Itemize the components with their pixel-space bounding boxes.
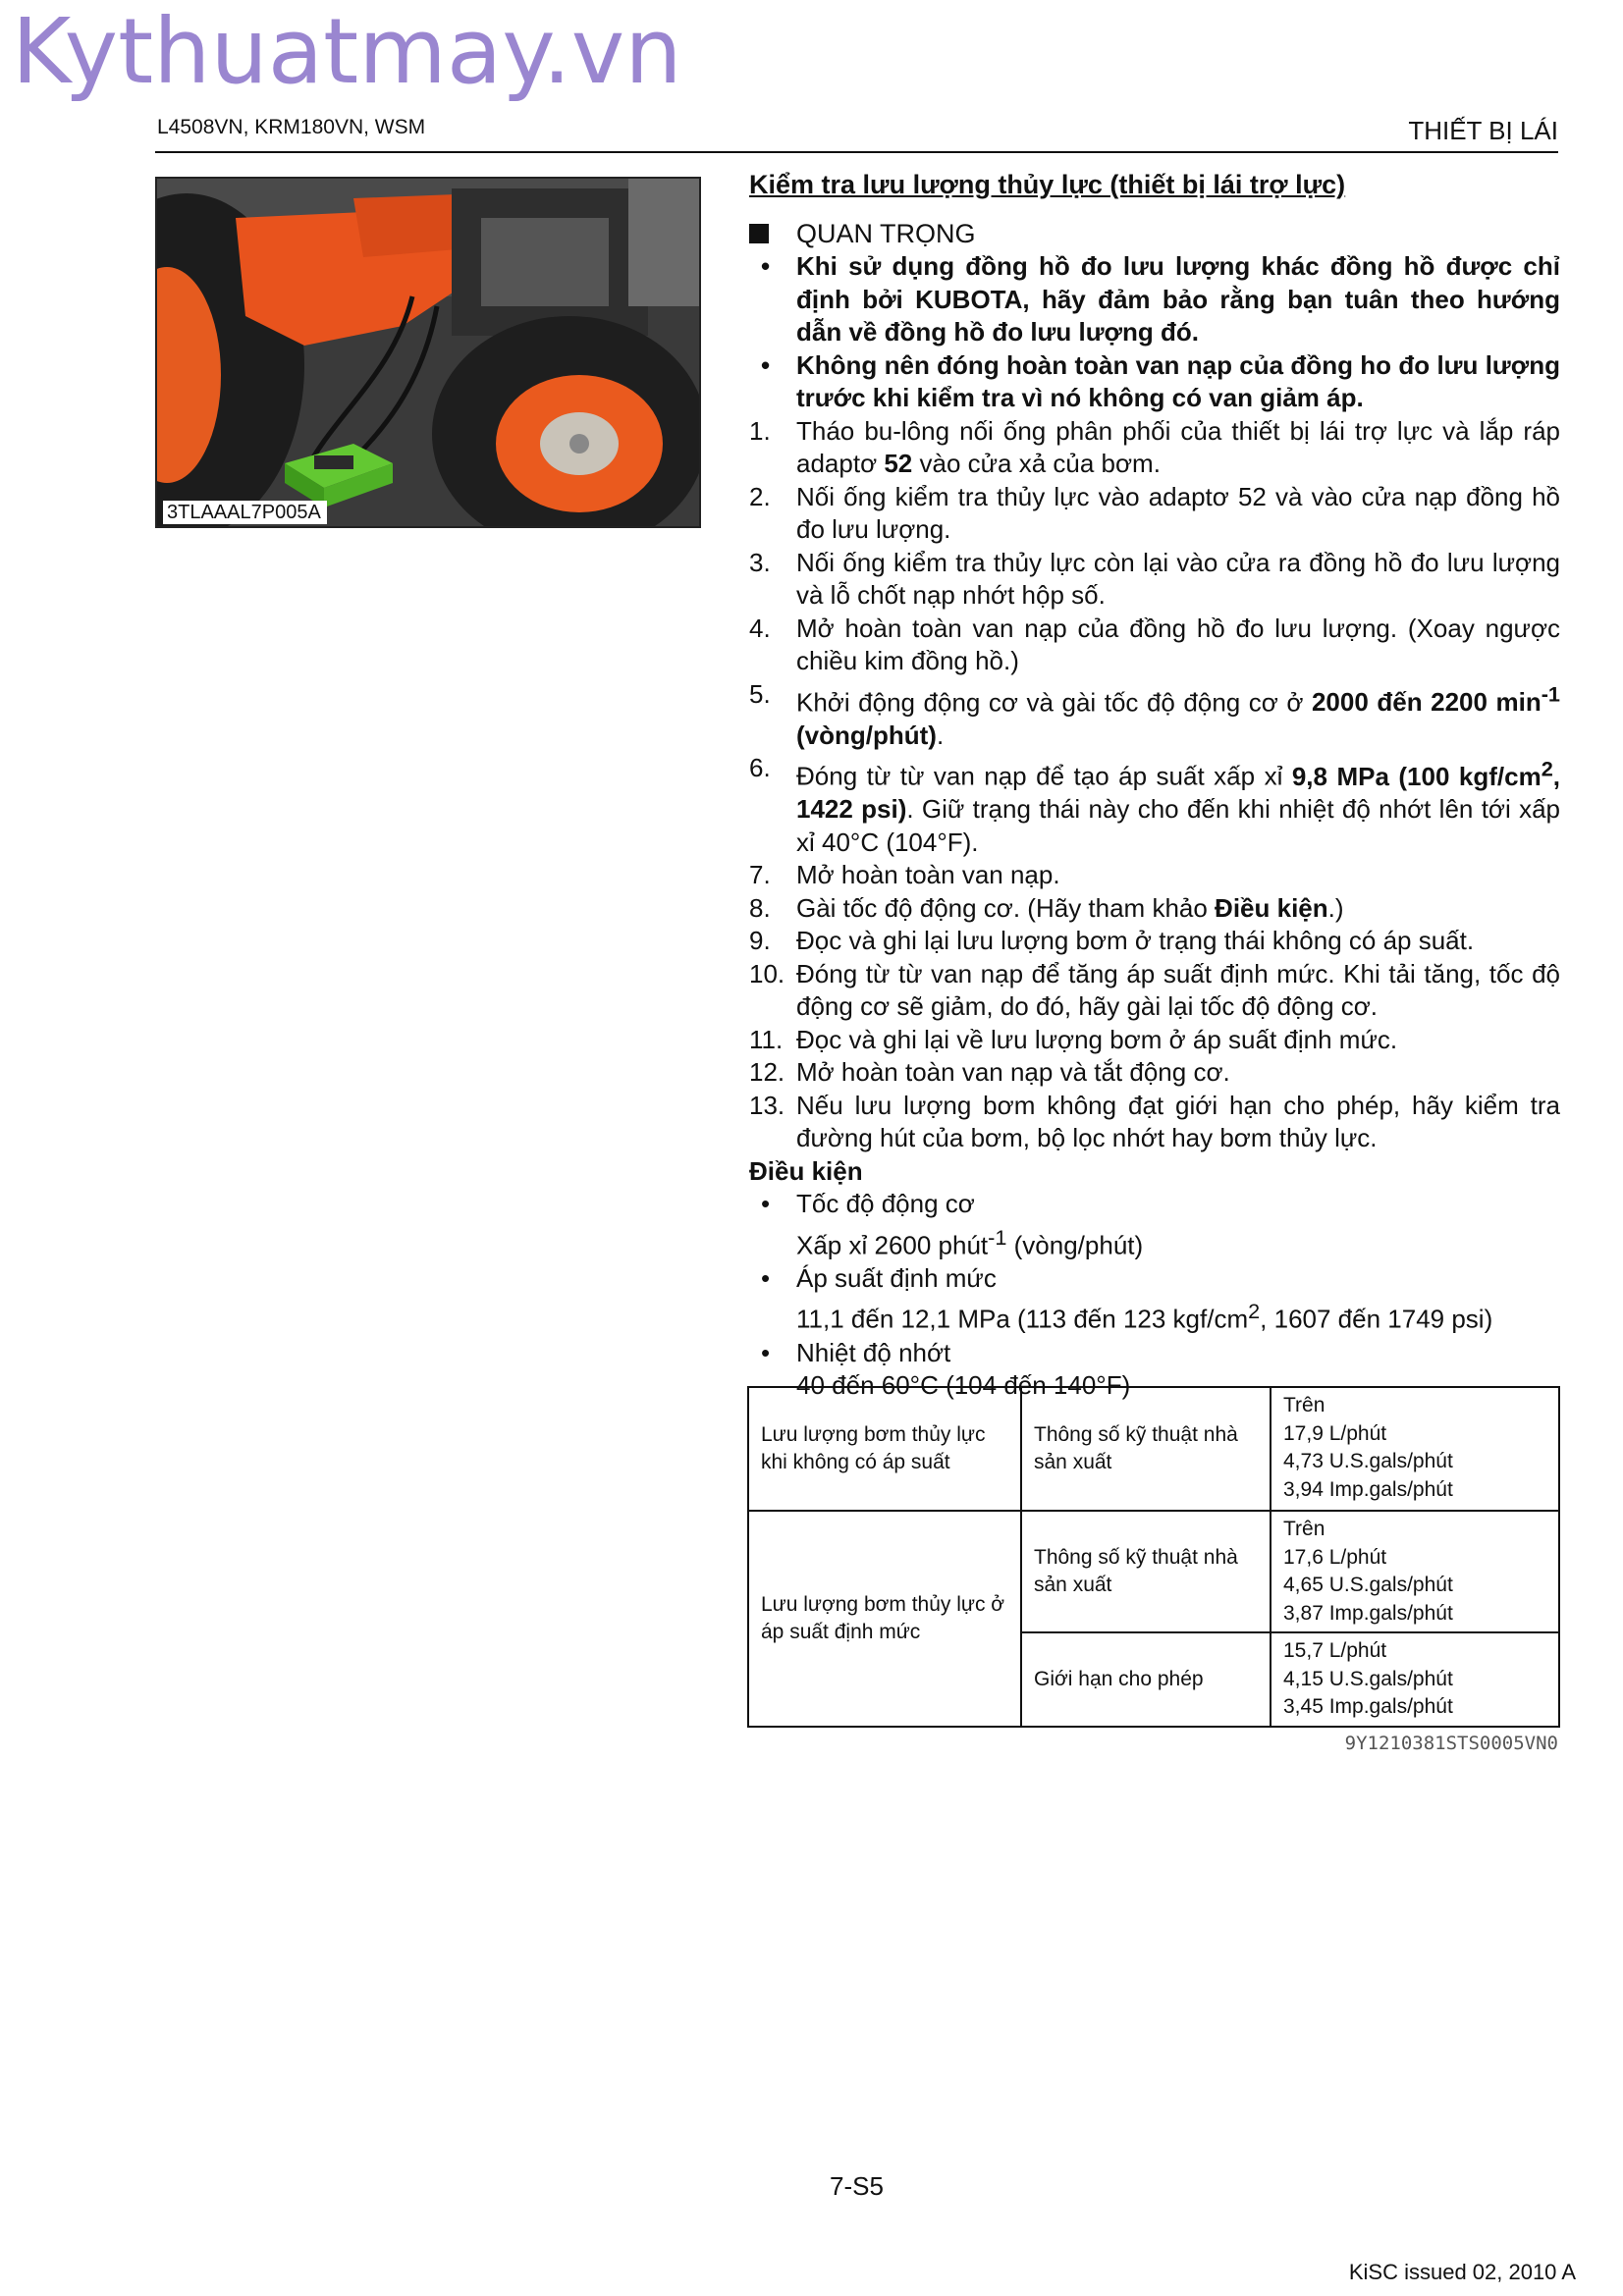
step-1: 1. Tháo bu-lông nối ống phân phối của thiết bị lái trợ lực và lắp ráp adaptơ 52 vào cửa xả của bơm. [749,415,1560,478]
spec-type: Thông số kỹ thuật nhà sản xuất [1021,1387,1271,1511]
table-row [748,1511,1559,1632]
bullet-icon: • [761,349,771,380]
condition-engine-speed-value: Xấp xỉ 2600 phút$^{-1}$ (vòng/phút) [796,1224,1144,1260]
step-10: 10. Đóng từ từ van nạp để tăng áp suất định mức. Khi tải tăng, tốc độ động cơ sẽ giảm, do đó, hãy gài lại tốc độ động cơ. [749,958,1560,1022]
step-8: 8. Gài tốc độ động cơ. (Hãy tham khảo Điều kiện.) [749,892,1344,923]
header-model: L4508VN, KRM180VN, WSM [157,116,426,138]
spec-type: Thông số kỹ thuật nhà sản xuất [1021,1511,1271,1632]
photo-caption: 3TLAAAL7P005A [163,501,327,524]
tractor-photo-illustration [157,179,699,526]
spec-values: Trên 17,6 L/phút 4,65 U.S.gals/phút 3,87 Imp.gals/phút [1271,1511,1559,1632]
step-5: 5. Khởi động động cơ và gài tốc độ động cơ ở 2000 đến 2200 $\min^{-1}$ (vòng/phút). [749,678,1560,750]
step-3: 3. Nối ống kiểm tra thủy lực còn lại vào cửa ra đồng hồ đo lưu lượng và lỗ chốt nạp nhớt hộp số. [749,547,1560,610]
issue-note: KiSC issued 02, 2010 A [1348,2260,1576,2284]
spec-values: Trên 17,9 L/phút 4,73 U.S.gals/phút 3,94 Imp.gals/phút [1271,1387,1559,1511]
condition-oil-temp: • Nhiệt độ nhớt [749,1337,1560,1370]
bullet-icon: • [761,1337,771,1367]
spec-table [747,1386,1560,1728]
spec-type: Giới hạn cho phép [1021,1632,1271,1727]
page-number: 7-S5 [830,2171,884,2201]
important-heading [749,218,1560,251]
step-4: 4. Mở hoàn toàn van nạp của đồng hồ đo lưu lượng. (Xoay ngược chiều kim đồng hồ.) [749,613,1560,675]
important-label: QUAN TRỌNG [796,218,976,248]
header-divider [155,151,1558,153]
square-bullet-icon [749,224,769,243]
bullet-icon: • [761,251,771,281]
step-11: 11. Đọc và ghi lại về lưu lượng bơm ở áp suất định mức. [749,1024,1398,1054]
bullet-icon: • [761,1262,771,1293]
step-6: 6. Đóng từ từ van nạp để tạo áp suất xấp xỉ 9,8 MPa (100 kgf/$cm^2$, 1422 psi). Giữ trạng thái này cho đến khi nhiệt độ nhớt lên tới xấp xỉ 40°C (104°F). [749,753,1560,857]
conditions-heading: Điều kiện [749,1155,863,1186]
content-column [749,169,1560,1403]
step-12: 12. Mở hoàn toàn van nạp và tắt động cơ. [749,1057,1230,1088]
spec-item: Lưu lượng bơm thủy lực ở áp suất định mức [748,1511,1021,1727]
condition-rated-pressure: • Áp suất định mức [749,1262,1560,1296]
spec-item: Lưu lượng bơm thủy lực khi không có áp suất [748,1387,1021,1511]
step-2: 2. Nối ống kiểm tra thủy lực vào adaptơ 52 và vào cửa nạp đồng hồ đo lưu lượng. [749,481,1560,544]
table-row [748,1387,1559,1511]
important-item: • Không nên đóng hoàn toàn van nạp của đồng ho đo lưu lượng trước khi kiểm tra vì nó không có van giảm áp. [749,349,1560,415]
watermark-logo: Kythuatmay.vn [12,0,682,104]
step-13: 13. Nếu lưu lượng bơm không đạt giới hạn cho phép, hãy kiểm tra đường hút của bơm, bộ lọc nhớt hay bơm thủy lực. [749,1090,1560,1153]
important-item: • Khi sử dụng đồng hồ đo lưu lượng khác đồng hồ được chỉ định bởi KUBOTA, hãy đảm bảo rằng bạn tuân theo hướng dẫn về đồng hồ đo lưu lượng đó. [749,250,1560,349]
spec-values: 15,7 L/phút 4,15 U.S.gals/phút 3,45 Imp.gals/phút [1271,1632,1559,1727]
tractor-photo [155,177,701,528]
condition-engine-speed: • Tốc độ động cơ [749,1188,1560,1221]
bullet-icon: • [761,1189,771,1219]
header-chapter: THIẾT BỊ LÁI [1408,116,1558,145]
step-7: 7. Mở hoàn toàn van nạp. [749,860,1060,890]
section-title: Kiểm tra lưu lượng thủy lực (thiết bị lái trợ lực) [749,170,1346,199]
condition-oil-temp-value: 40 đến 60°C (104 đến 140°F) [796,1370,1131,1401]
step-9: 9. Đọc và ghi lại lưu lượng bơm ở trạng thái không có áp suất. [749,926,1475,956]
document-id: 9Y1210381STS0005VN0 [1344,1733,1558,1754]
condition-rated-pressure-value: 11,1 đến 12,1 MPa (113 đến 123 kgf/$cm^2$, 1607 đến 1749 psi) [796,1299,1493,1335]
